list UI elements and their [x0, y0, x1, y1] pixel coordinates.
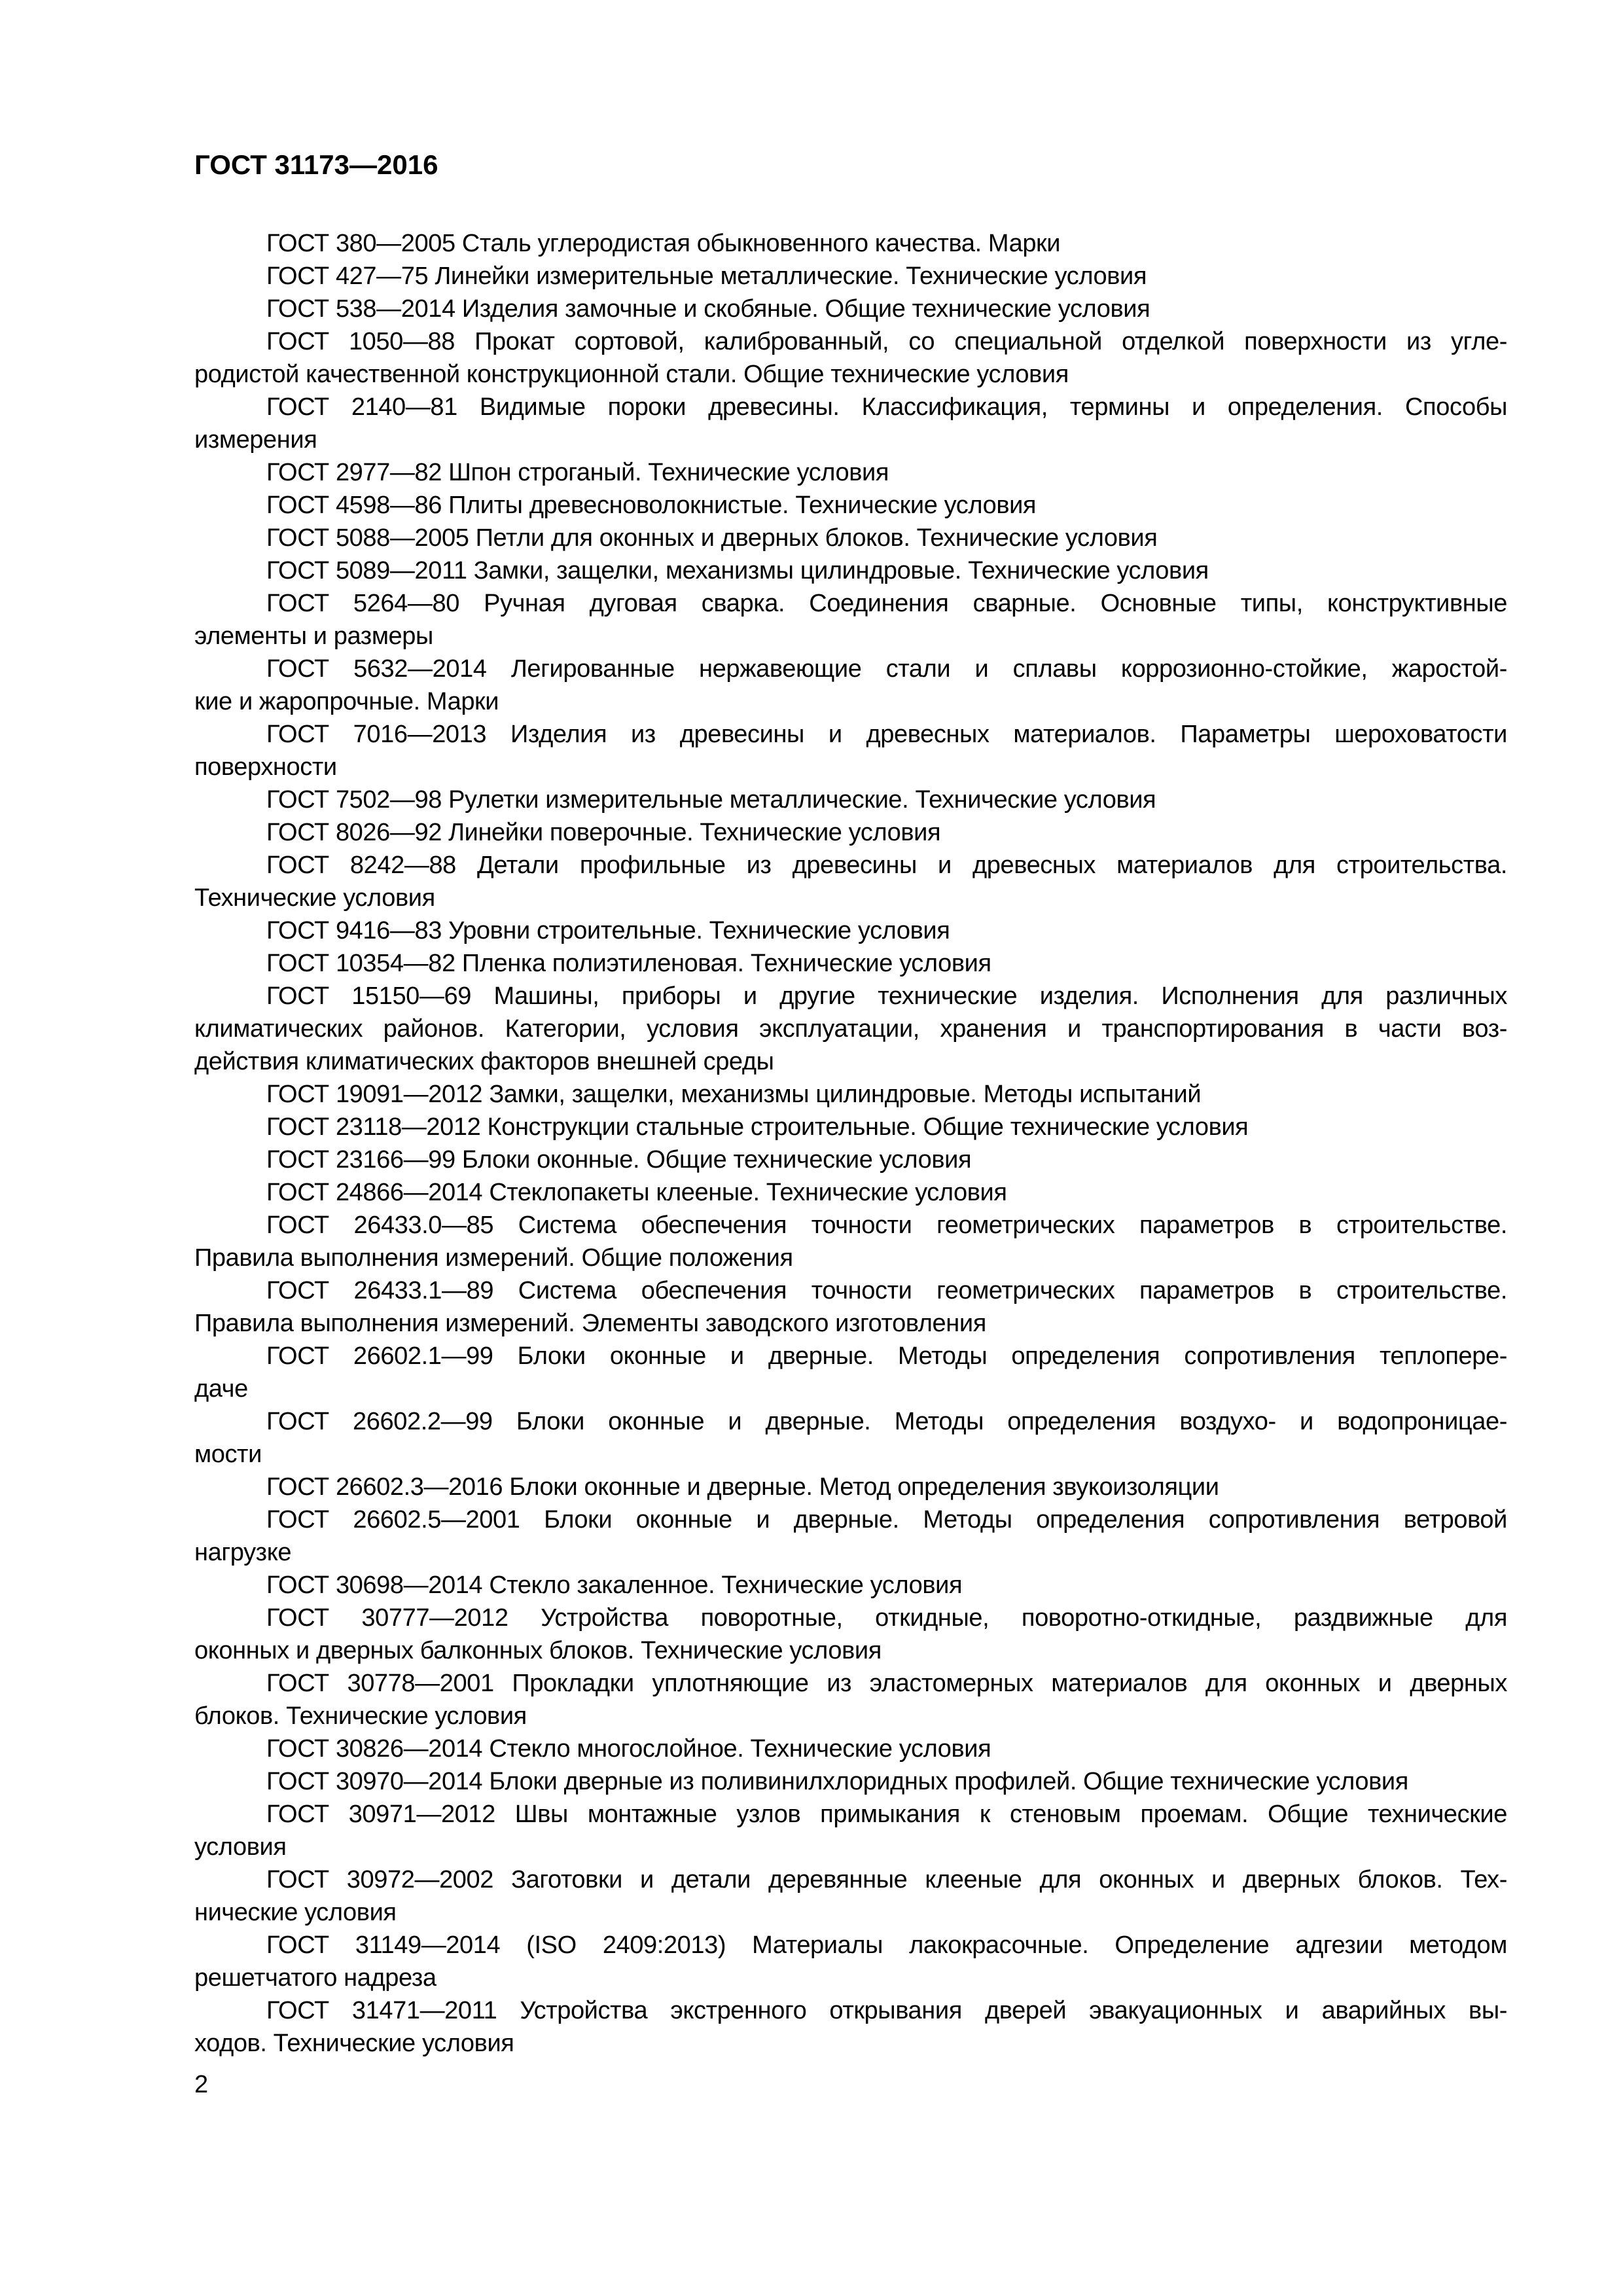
page-number: 2: [194, 2071, 209, 2098]
reference-line: ГОСТ 31471—2011 Устройства экстренного открывания дверей эвакуационных и аварийных вы-: [266, 1997, 1507, 2024]
reference-item: [194, 1994, 1507, 2060]
reference-item: [194, 980, 1507, 1078]
reference-item: [194, 1798, 1507, 1863]
reference-item: [194, 227, 1507, 260]
reference-line: ходов. Технические условия: [194, 2030, 514, 2057]
reference-line: ГОСТ 26433.0—85 Система обеспечения точности геометрических параметров в строительстве.: [266, 1211, 1507, 1239]
reference-line: ГОСТ 30970—2014 Блоки дверные из поливинилхлоридных профилей. Общие технические условия: [266, 1768, 1408, 1795]
reference-item: [194, 653, 1507, 718]
reference-item: [194, 718, 1507, 783]
reference-item: [194, 947, 1507, 980]
reference-item: [194, 1503, 1507, 1569]
reference-line: ГОСТ 8242—88 Детали профильные из древесины и древесных материалов для строительства.: [266, 852, 1507, 879]
reference-item: [194, 1274, 1507, 1340]
reference-line: ГОСТ 5089—2011 Замки, защелки, механизмы цилиндровые. Технические условия: [266, 557, 1209, 584]
reference-item: [194, 293, 1507, 325]
reference-line: ГОСТ 23118—2012 Конструкции стальные строительные. Общие технические условия: [266, 1113, 1249, 1141]
reference-line: нические условия: [194, 1899, 397, 1926]
page-header-standard-designation: ГОСТ 31173—2016: [194, 149, 438, 180]
reference-line: ГОСТ 26602.5—2001 Блоки оконные и дверные. Методы определения сопротивления ветровой: [266, 1506, 1507, 1534]
reference-line: ГОСТ 30971—2012 Швы монтажные узлов примыкания к стеновым проемам. Общие технические: [266, 1801, 1507, 1828]
reference-line: ГОСТ 26602.2—99 Блоки оконные и дверные. Методы определения воздухо- и водопроницае-: [266, 1408, 1507, 1435]
reference-line: ГОСТ 19091—2012 Замки, защелки, механизмы цилиндровые. Методы испытаний: [266, 1081, 1202, 1108]
reference-item: [194, 1340, 1507, 1405]
reference-item: [194, 1143, 1507, 1176]
reference-item: [194, 489, 1507, 522]
reference-line: элементы и размеры: [194, 622, 433, 650]
reference-line: ГОСТ 5088—2005 Петли для оконных и дверных блоков. Технические условия: [266, 524, 1158, 552]
reference-line: ГОСТ 7016—2013 Изделия из древесины и древесных материалов. Параметры шероховатости: [266, 721, 1507, 748]
reference-item: [194, 783, 1507, 816]
reference-line: Технические условия: [194, 884, 435, 912]
reference-item: [194, 456, 1507, 489]
reference-item: [194, 1569, 1507, 1602]
reference-line: ГОСТ 26433.1—89 Система обеспечения точности геометрических параметров в строительстве.: [266, 1277, 1507, 1304]
reference-line: ГОСТ 26602.3—2016 Блоки оконные и дверные. Метод определения звукоизоляции: [266, 1473, 1219, 1501]
reference-item: [194, 849, 1507, 914]
reference-item: [194, 1209, 1507, 1274]
reference-line: мости: [194, 1441, 262, 1468]
reference-line: решетчатого надреза: [194, 1964, 437, 1992]
reference-line: родистой качественной конструкционной стали. Общие технические условия: [194, 361, 1069, 388]
reference-item: [194, 1405, 1507, 1471]
references-list: [194, 227, 1507, 2060]
reference-line: Правила выполнения измерений. Общие положения: [194, 1244, 793, 1272]
reference-item: [194, 1667, 1507, 1732]
reference-item: [194, 1176, 1507, 1209]
reference-item: [194, 260, 1507, 293]
reference-line: действия климатических факторов внешней среды: [194, 1048, 774, 1075]
reference-item: [194, 1732, 1507, 1765]
reference-item: [194, 391, 1507, 456]
reference-line: ГОСТ 9416—83 Уровни строительные. Технические условия: [266, 917, 950, 944]
reference-line: ГОСТ 7502—98 Рулетки измерительные металлические. Технические условия: [266, 786, 1156, 814]
reference-line: условия: [194, 1833, 287, 1861]
reference-item: [194, 1471, 1507, 1503]
reference-item: [194, 554, 1507, 587]
reference-line: блоков. Технические условия: [194, 1702, 527, 1730]
reference-line: Правила выполнения измерений. Элементы заводского изготовления: [194, 1310, 986, 1337]
reference-item: [194, 1929, 1507, 1994]
reference-line: ГОСТ 538—2014 Изделия замочные и скобяные. Общие технические условия: [266, 295, 1150, 323]
reference-item: [194, 816, 1507, 849]
reference-item: [194, 1602, 1507, 1667]
reference-line: ГОСТ 427—75 Линейки измерительные металлические. Технические условия: [266, 262, 1147, 290]
reference-line: ГОСТ 2140—81 Видимые пороки древесины. Классификация, термины и определения. Способы: [266, 393, 1507, 421]
reference-line: ГОСТ 31149—2014 (ISO 2409:2013) Материалы лакокрасочные. Определение адгезии методом: [266, 1931, 1507, 1959]
reference-item: [194, 1765, 1507, 1798]
reference-line: даче: [194, 1375, 248, 1403]
reference-item: [194, 587, 1507, 653]
reference-line: ГОСТ 30826—2014 Стекло многослойное. Технические условия: [266, 1735, 991, 1763]
reference-line: ГОСТ 15150—69 Машины, приборы и другие технические изделия. Исполнения для различных: [266, 982, 1507, 1010]
reference-line: кие и жаропрочные. Марки: [194, 688, 499, 715]
reference-line: ГОСТ 30778—2001 Прокладки уплотняющие из эластомерных материалов для оконных и дверных: [266, 1670, 1507, 1697]
reference-line: ГОСТ 5264—80 Ручная дуговая сварка. Соединения сварные. Основные типы, конструктивные: [266, 590, 1507, 617]
reference-line: ГОСТ 30972—2002 Заготовки и детали деревянные клееные для оконных и дверных блоков. Тех-: [266, 1866, 1507, 1893]
reference-line: ГОСТ 8026—92 Линейки поверочные. Технические условия: [266, 819, 941, 846]
reference-line: ГОСТ 380—2005 Сталь углеродистая обыкновенного качества. Марки: [266, 230, 1061, 257]
reference-line: ГОСТ 2977—82 Шпон строганый. Технические условия: [266, 459, 889, 486]
reference-line: ГОСТ 1050—88 Прокат сортовой, калиброванный, со специальной отделкой поверхности из угле-: [266, 328, 1507, 355]
reference-line: климатических районов. Категории, условия эксплуатации, хранения и транспортирования в части воз-: [194, 1015, 1507, 1043]
reference-line: ГОСТ 23166—99 Блоки оконные. Общие технические условия: [266, 1146, 972, 1174]
reference-line: ГОСТ 26602.1—99 Блоки оконные и дверные. Методы определения сопротивления теплопере-: [266, 1342, 1507, 1370]
reference-item: [194, 522, 1507, 554]
reference-item: [194, 1078, 1507, 1111]
reference-line: ГОСТ 30698—2014 Стекло закаленное. Технические условия: [266, 1571, 963, 1599]
reference-item: [194, 325, 1507, 391]
reference-line: оконных и дверных балконных блоков. Технические условия: [194, 1637, 882, 1664]
reference-item: [194, 1863, 1507, 1929]
reference-line: поверхности: [194, 753, 337, 781]
reference-item: [194, 1111, 1507, 1143]
reference-line: ГОСТ 4598—86 Плиты древесноволокнистые. Технические условия: [266, 492, 1037, 519]
reference-line: ГОСТ 10354—82 Пленка полиэтиленовая. Технические условия: [266, 950, 991, 977]
reference-line: ГОСТ 30777—2012 Устройства поворотные, откидные, поворотно-откидные, раздвижные для: [266, 1604, 1507, 1632]
reference-line: ГОСТ 5632—2014 Легированные нержавеющие стали и сплавы коррозионно-стойкие, жаростой-: [266, 655, 1507, 683]
reference-line: нагрузке: [194, 1539, 292, 1566]
reference-item: [194, 914, 1507, 947]
reference-line: ГОСТ 24866—2014 Стеклопакеты клееные. Технические условия: [266, 1179, 1007, 1206]
reference-line: измерения: [194, 426, 317, 454]
